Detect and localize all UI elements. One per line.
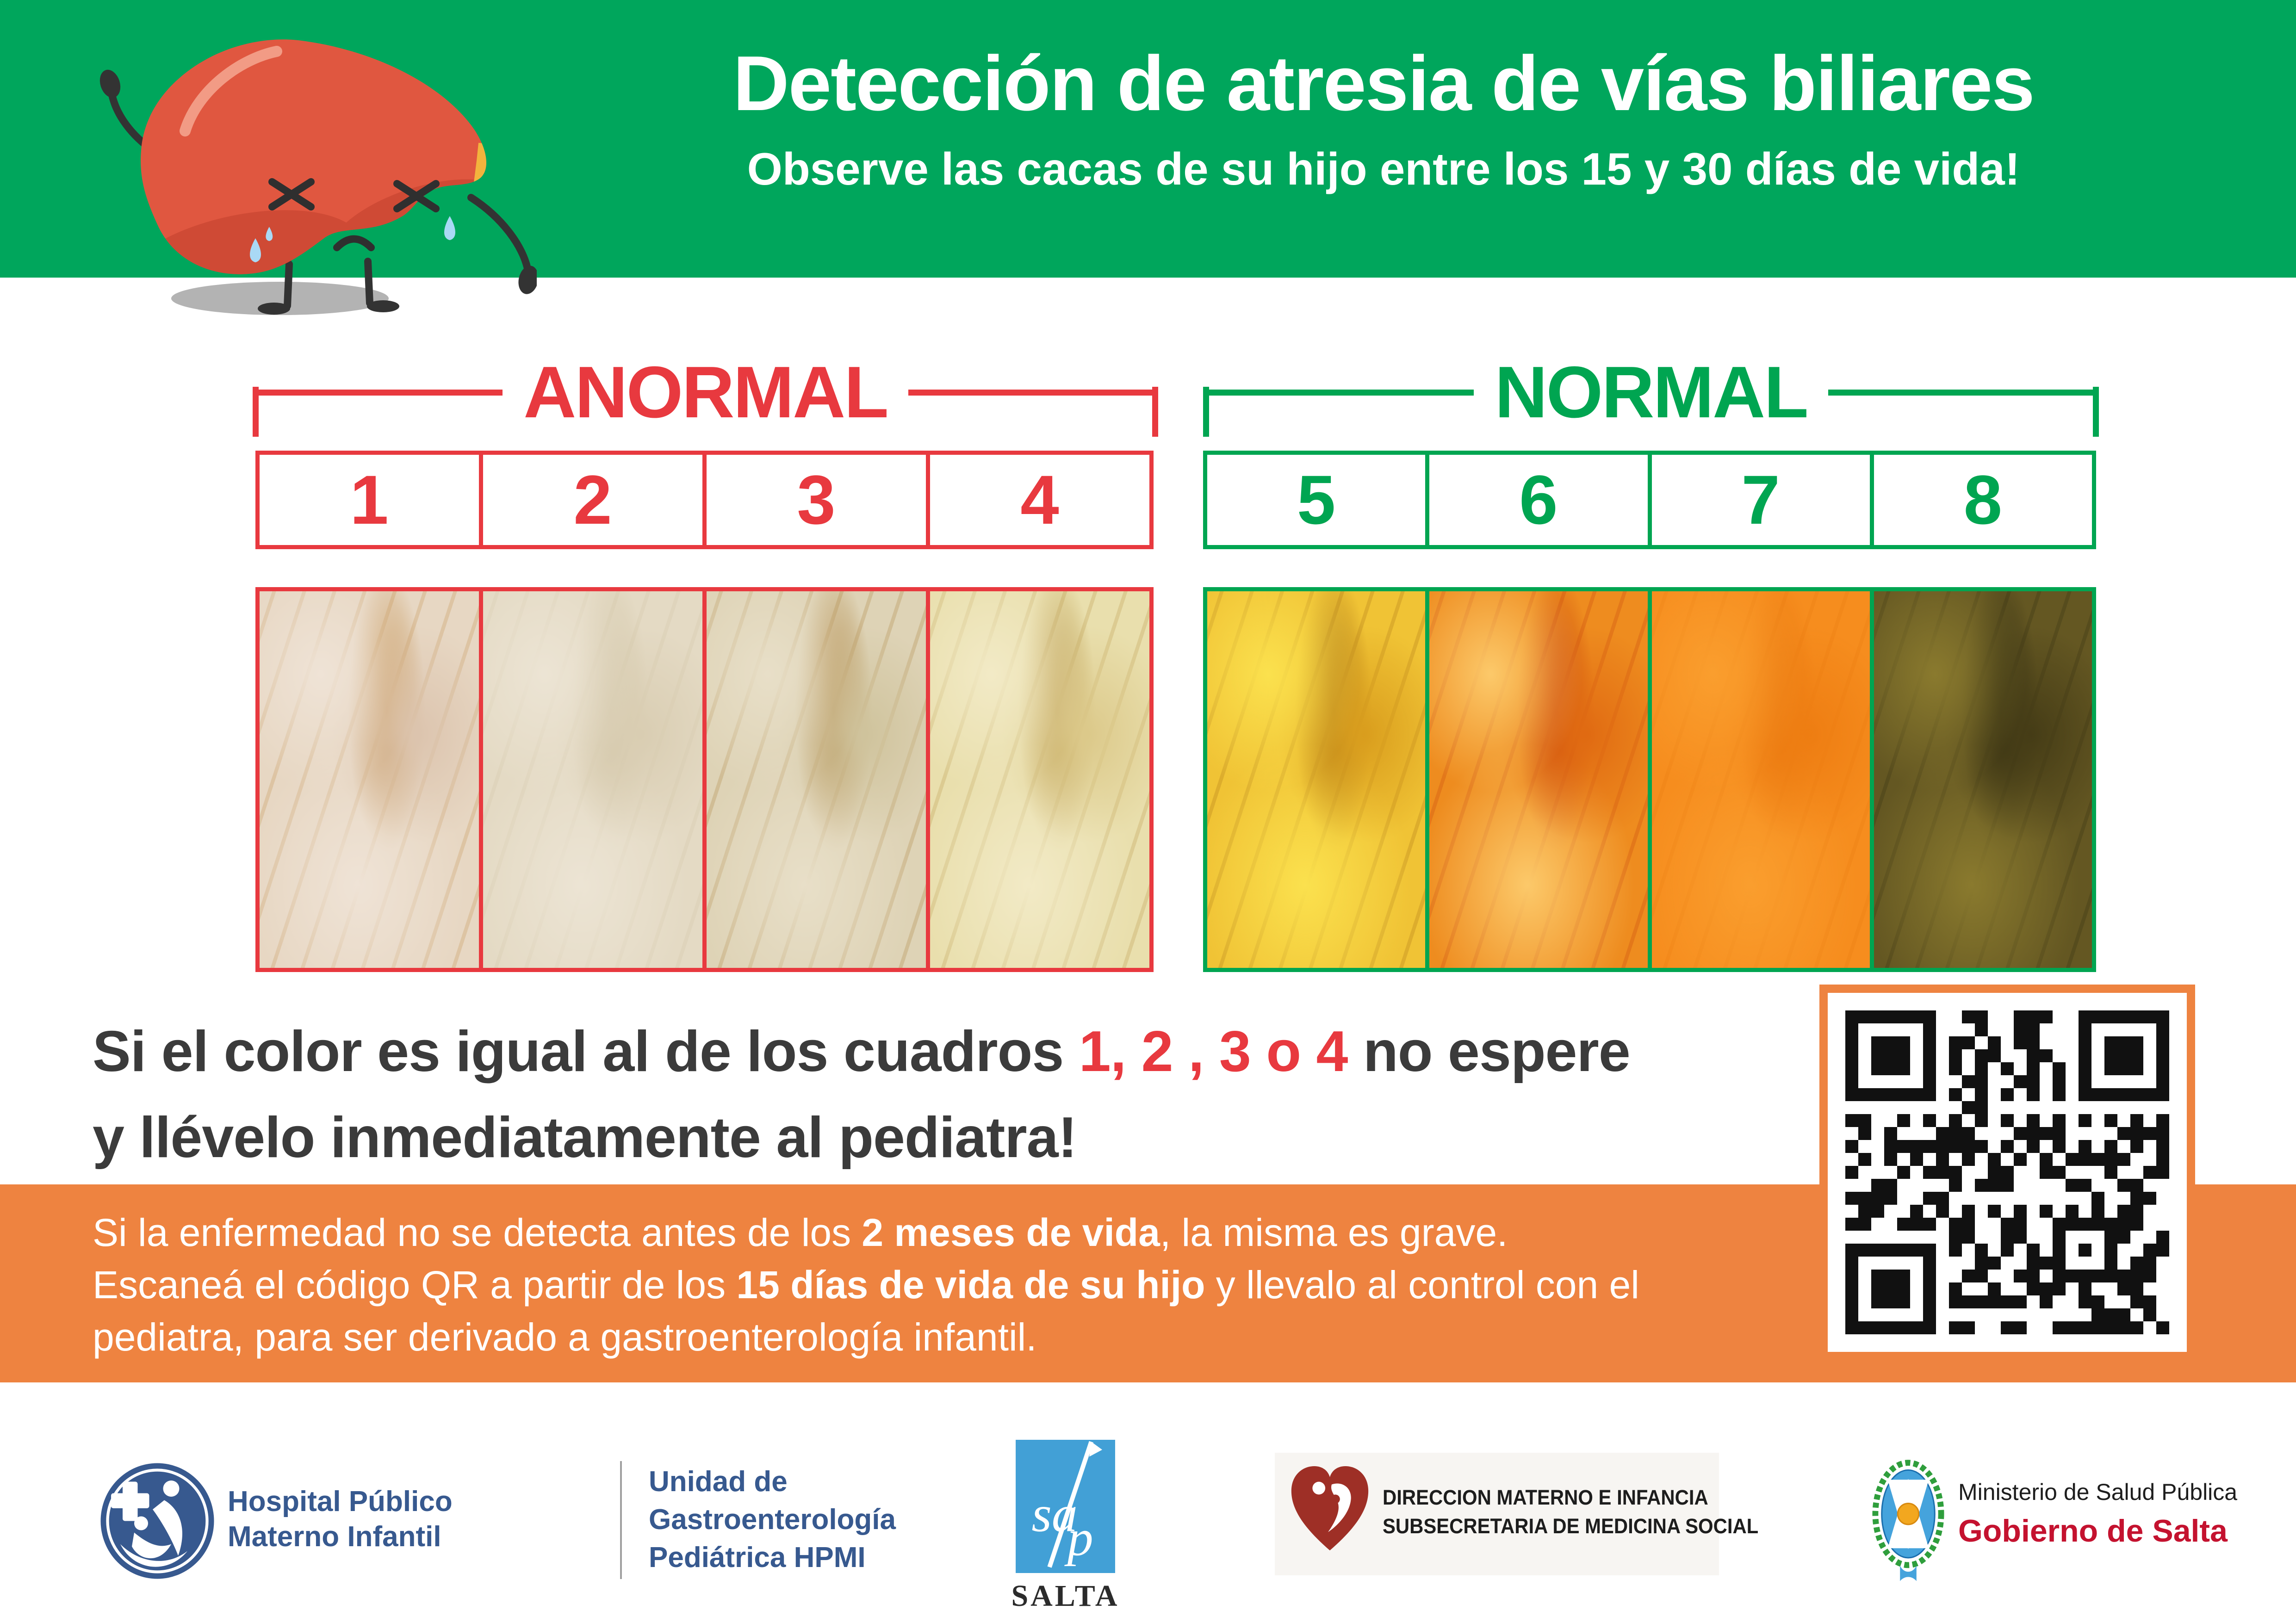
- header-titles: [509, 37, 2258, 196]
- banner-line2-post: y llevalo al control con el: [1205, 1263, 1639, 1307]
- warning-line2: y llévelo inmediatamente al pediatra!: [93, 1106, 1077, 1170]
- ministerio-line1: Ministerio de Salud Pública: [1958, 1479, 2238, 1505]
- stool-swatch-2: [483, 591, 707, 968]
- stool-swatch-7: [1652, 591, 1874, 968]
- qr-svg: [1845, 1010, 2169, 1334]
- bracket-line: [253, 390, 503, 396]
- warning-text: [93, 1009, 1814, 1181]
- bracket-tick: [1152, 387, 1158, 437]
- bracket-line: [908, 390, 1158, 396]
- stool-swatch-4: [930, 591, 1149, 968]
- abnormal-number-row: [255, 451, 1154, 549]
- warning-line1-post: no espere: [1347, 1020, 1630, 1084]
- abnormal-swatch-row: [255, 587, 1154, 972]
- mother-child-heart-icon: [1284, 1458, 1376, 1564]
- page-subtitle: Observe las cacas de su hijo entre los 15 y 30 días de vida!: [747, 143, 2020, 194]
- normal-bracket: [1203, 351, 2099, 434]
- crying-liver-icon: [46, 7, 537, 326]
- ministerio-text: [1958, 1479, 2237, 1549]
- footer-divider: [620, 1461, 622, 1579]
- gastro-unit-name: [649, 1463, 896, 1577]
- hospital-name: [228, 1484, 453, 1555]
- hospital-name-line1: Hospital Público: [228, 1486, 453, 1518]
- bracket-tick: [253, 387, 259, 437]
- number-cell-7: 7: [1652, 455, 1874, 545]
- hospital-logo-icon: [99, 1462, 215, 1580]
- salta-label: SALTA: [1011, 1579, 1120, 1613]
- stool-swatch-6: [1429, 591, 1651, 968]
- bracket-line: [1828, 390, 2099, 396]
- page-title: Detección de atresia de vías biliares: [733, 40, 2034, 127]
- normal-number-row: [1203, 451, 2096, 549]
- banner-text: [93, 1207, 1781, 1363]
- stool-swatch-8: [1874, 591, 2092, 968]
- warning-highlight: 1, 2 , 3 o 4: [1079, 1020, 1348, 1084]
- gastro-unit-line3: Pediátrica HPMI: [649, 1542, 866, 1573]
- sap-salta-logo-icon: [1016, 1440, 1115, 1573]
- bracket-line: [1203, 390, 1474, 396]
- banner-line2-pre: Escaneá el código QR a partir de los: [93, 1263, 737, 1307]
- number-cell-1: 1: [260, 455, 483, 545]
- bracket-tick: [2093, 387, 2099, 437]
- abnormal-bracket: [253, 351, 1158, 434]
- warning-line1-pre: Si el color es igual al de los cuadros: [93, 1020, 1079, 1084]
- bracket-tick: [1203, 387, 1209, 437]
- number-cell-2: 2: [483, 455, 707, 545]
- banner-line3: pediatra, para ser derivado a gastroenterología infantil.: [93, 1315, 1037, 1359]
- stool-swatch-1: [260, 591, 483, 968]
- svg-text:sa: sa: [1031, 1485, 1078, 1543]
- hospital-name-line2: Materno Infantil: [228, 1521, 441, 1553]
- salta-crest-icon: [1872, 1456, 1945, 1590]
- direccion-text: [1383, 1483, 1758, 1541]
- normal-label: NORMAL: [1495, 351, 1807, 433]
- direccion-line2: SUBSECRETARIA DE MEDICINA SOCIAL: [1383, 1514, 1759, 1538]
- svg-text:p: p: [1067, 1509, 1093, 1567]
- gastro-unit-line2: Gastroenterología: [649, 1504, 896, 1536]
- number-cell-8: 8: [1963, 461, 2003, 539]
- gastro-unit-line1: Unidad de: [649, 1466, 788, 1498]
- number-cell-4: 4: [1020, 461, 1059, 539]
- banner-line2-bold: 15 días de vida de su hijo: [736, 1263, 1205, 1307]
- banner-line1-bold: 2 meses de vida: [862, 1211, 1160, 1254]
- qr-frame: [1819, 985, 2195, 1381]
- direccion-line1: DIRECCION MATERNO E INFANCIA: [1383, 1486, 1708, 1509]
- stool-swatch-5: [1207, 591, 1429, 968]
- stool-swatch-3: [707, 591, 930, 968]
- banner-line1-post: , la misma es grave.: [1160, 1211, 1508, 1254]
- number-cell-6: 6: [1429, 455, 1651, 545]
- normal-swatch-row: [1203, 587, 2096, 972]
- number-cell-3: 3: [707, 455, 930, 545]
- banner-line1-pre: Si la enfermedad no se detecta antes de los: [93, 1211, 862, 1254]
- qr-code: [1828, 993, 2187, 1352]
- ministerio-line2: Gobierno de Salta: [1958, 1513, 2228, 1549]
- number-cell-5: 5: [1207, 455, 1429, 545]
- abnormal-label: ANORMAL: [523, 351, 887, 433]
